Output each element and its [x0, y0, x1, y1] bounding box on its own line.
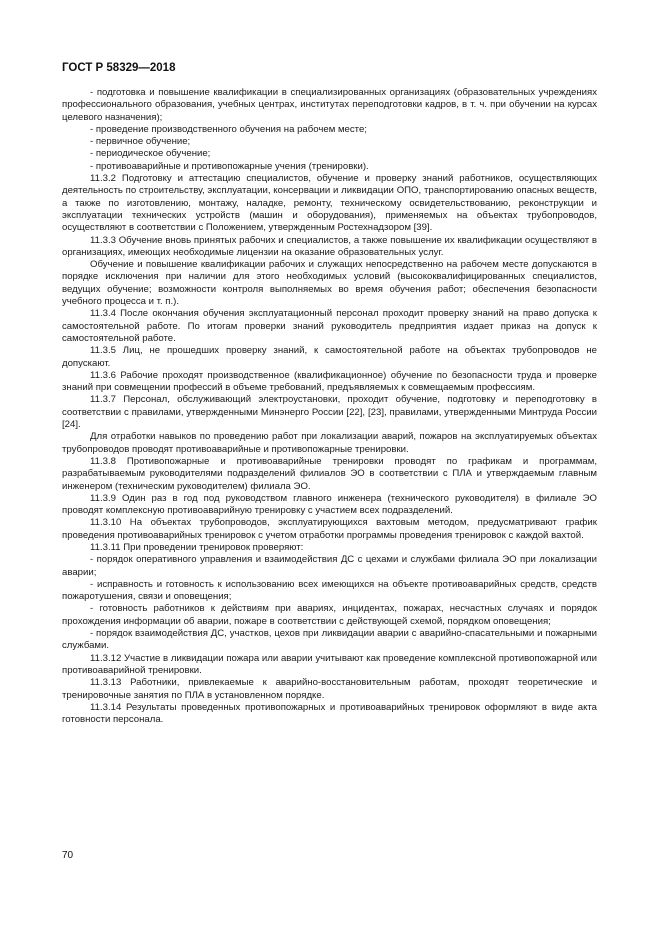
paragraph: Обучение и повышение квалификации рабочих и служащих непосредственно на рабочем месте допускаются в порядке исключения при наличии для этого необходимых условий (высококвалифицированных специалистов, ведущих обучение; возможности контроля выполняемых во время обучения работ; обеспечения безопасности учебного процесса и т. п.). — [62, 259, 597, 308]
paragraph: 11.3.4 После окончания обучения эксплуатационный персонал проходит проверку знаний на право допуска к самостоятельной работе. По итогам проверки знаний руководитель предприятия издает приказ на допуск к самостоятельной работе. — [62, 308, 597, 344]
paragraph: - порядок оперативного управления и взаимодействия ДС с цехами и службами филиала ЭО при локализации аварии; — [62, 554, 597, 578]
paragraph: 11.3.5 Лиц, не прошедших проверку знаний, к самостоятельной работе на объектах трубопроводов не допускают. — [62, 345, 597, 369]
paragraph: 11.3.9 Один раз в год под руководством главного инженера (технического руководителя) в филиале ЭО проводят комплексную противоаварийную тренировку с участием всех подразделений. — [62, 492, 597, 517]
paragraph: 11.3.14 Результаты проведенных противопожарных и противоаварийных тренировок оформляют в виде акта готовности персонала. — [62, 701, 597, 726]
paragraph: - периодическое обучение; — [90, 148, 211, 160]
body-text — [62, 87, 597, 726]
paragraph: 11.3.11 При проведении тренировок проверяют: — [90, 541, 304, 553]
page-number: 70 — [62, 850, 74, 861]
paragraph: - подготовка и повышение квалификации в специализированных организациях (образовательных учреждениях профессионального образования, учебных центрах, институтах переподготовки кадров, в т. ч. при обучении на курсах целевого назначения); — [62, 87, 597, 123]
paragraph: - порядок взаимодействия ДС, участков, цехов при ликвидации аварии с аварийно-спасательными и пожарными службами. — [62, 628, 597, 652]
paragraph: 11.3.13 Работники, привлекаемые к аварийно-восстановительным работам, проходят теоретические и тренировочные занятия по ПЛА в установленном порядке. — [62, 677, 597, 701]
document-header: ГОСТ Р 58329—2018 — [62, 62, 176, 74]
paragraph: 11.3.8 Противопожарные и противоаварийные тренировки проводят по графикам и программам, разрабатываемым руководителями подразделений филиалов ЭО в соответствии с ПЛА и утверждаемым главным инженером (техническим руководителем) филиала ЭО. — [62, 455, 597, 492]
paragraph: Для отработки навыков по проведению работ при локализации аварий, пожаров на эксплуатируемых объектах трубопроводов проводят противоаварийные и противопожарные тренировки. — [62, 431, 597, 455]
paragraph: 11.3.10 На объектах трубопроводов, эксплуатирующихся вахтовым методом, предусматривают график проведения противоаварийных тренировок с учетом отработки программы проведения тренировок с каждой вахтой. — [62, 517, 597, 541]
paragraph: - исправность и готовность к использованию всех имеющихся на объекте противоаварийных средств, средств пожаротушения, связи и оповещения; — [62, 578, 597, 603]
paragraph: 11.3.6 Рабочие проходят производственное (квалификационное) обучение по безопасности труда и проверке знаний при совмещении профессий в объеме требований, предъявляемых к совмещаемым профессиям. — [62, 369, 597, 394]
paragraph: - противоаварийные и противопожарные учения (тренировки). — [90, 160, 369, 172]
paragraph: 11.3.12 Участие в ликвидации пожара или аварии учитывают как проведение комплексной противопожарной или противоаварийной тренировки. — [62, 652, 597, 676]
paragraph: - готовность работников к действиям при авариях, инцидентах, пожарах, несчастных случаях и порядок прохождения информации об аварии, пожаре в соответствии с действующей схемой, порядком оповещения; — [62, 603, 597, 627]
paragraph: - первичное обучение; — [90, 136, 191, 148]
paragraph: - проведение производственного обучения на рабочем месте; — [90, 123, 367, 135]
paragraph: 11.3.7 Персонал, обслуживающий электроустановки, проходит обучение, подготовку и переподготовку в соответствии с правилами, утвержденными Минэнерго России [22], [23], правилами, утвержденными Минтруда России [24]. — [62, 394, 597, 431]
paragraph: 11.3.3 Обучение вновь принятых рабочих и специалистов, а также повышение их квалификации осуществляют в организациях, имеющих необходимые лицензии на оказание образовательных услуг. — [62, 234, 597, 258]
paragraph: 11.3.2 Подготовку и аттестацию специалистов, обучение и проверку знаний работников, осуществляющих деятельность по строительству, эксплуатации, консервации и ликвидации ОПО, транспортированию опасных веществ, а также по изготовлению, монтажу, наладке, ремонту, техническому освидетельствованию, реконструкции и эксплуатации технических устройств (машин и оборудования), применяемых на объектах трубопроводов, осуществляют в соответствии с Положением, утвержденным Ростехнадзором [39]. — [62, 173, 597, 234]
